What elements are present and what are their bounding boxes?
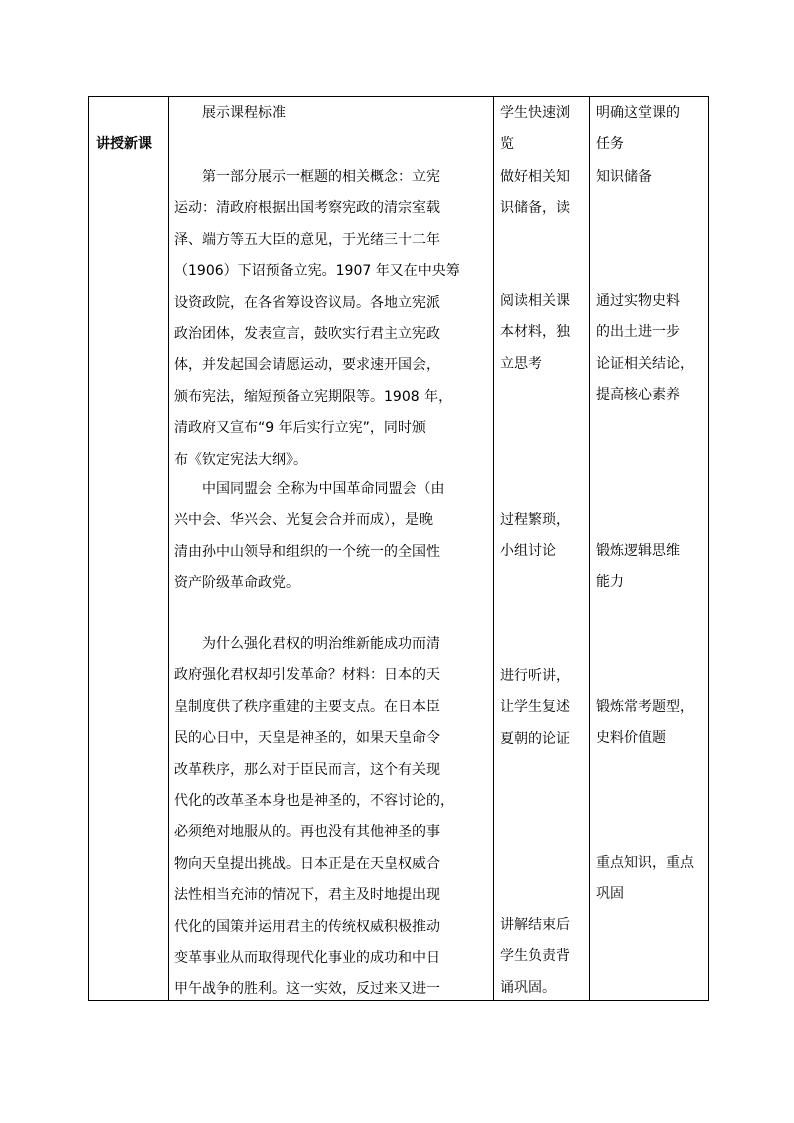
content-line: 布《钦定宪法大纲》。 bbox=[174, 451, 307, 468]
student-activity-line: 做好相关知 bbox=[500, 169, 570, 185]
section-label-cell bbox=[89, 97, 169, 1001]
student-activity-line: 学生负责背 bbox=[500, 948, 570, 965]
student-activity-line: 阅读相关课 bbox=[500, 293, 570, 309]
student-activity-line: 诵巩固。 bbox=[500, 979, 556, 996]
student-activity-line: 夏朝的论证 bbox=[500, 730, 570, 747]
purpose-line: 锻炼逻辑思维 bbox=[596, 543, 680, 559]
content-line: 法性相当充沛的情况下，君主及时地提出现 bbox=[174, 887, 440, 904]
content-line: 代化的改革圣本身也是神圣的，不容讨论的， bbox=[174, 793, 454, 809]
content-line: （1906）下诏预备立宪。1907 年又在中央筹 bbox=[174, 263, 460, 280]
student-activity-line: 本材料，独 bbox=[500, 324, 570, 341]
content-cell bbox=[169, 97, 494, 1001]
content-line: 甲午战争的胜利。这一实效，反过来又进一 bbox=[174, 981, 440, 998]
content-line: 必须绝对地服从的。再也没有其他神圣的事 bbox=[174, 824, 440, 841]
content-line: 体，并发起国会请愿运动，要求速开国会， bbox=[174, 357, 440, 374]
content-line: 运动：清政府根据出国考察宪政的清宗室载 bbox=[174, 200, 440, 217]
content-line: 颁布宪法，缩短预备立宪期限等。1908 年， bbox=[174, 388, 453, 405]
content-line: 改革秩序，那么对于臣民而言，这个有关现 bbox=[174, 761, 440, 778]
purpose-line: 能力 bbox=[596, 574, 624, 591]
content-line: 中国同盟会 全称为中国革命同盟会（由 bbox=[202, 481, 445, 497]
student-activity-line: 小组讨论 bbox=[500, 543, 556, 560]
purpose-line: 巩固 bbox=[596, 886, 624, 903]
content-line: 资产阶级革命政党。 bbox=[174, 575, 300, 592]
content-line: 民的心日中，天皇是神圣的，如果天皇命令 bbox=[174, 730, 440, 747]
purpose-line: 史料价值题 bbox=[596, 730, 666, 747]
content-line: 第一部分展示一框题的相关概念：立宪 bbox=[202, 169, 440, 185]
purpose-line: 提高核心素养 bbox=[596, 387, 680, 404]
content-line: 物向天皇提出挑战。日本正是在天皇权威合 bbox=[174, 855, 440, 872]
content-line: 政府强化君权却引发革命？材料：日本的天 bbox=[174, 667, 440, 684]
student-activity-line: 识储备，读 bbox=[500, 200, 570, 217]
student-activity-line: 进行听讲， bbox=[500, 668, 570, 684]
content-line: 设资政院，在各省筹设咨议局。各地立宪派 bbox=[174, 294, 440, 311]
student-activity-line: 立思考 bbox=[500, 355, 542, 372]
content-line: 皇制度供了秩序重建的主要支点。在日本臣 bbox=[174, 698, 440, 715]
section-label: 讲授新课 bbox=[96, 136, 152, 152]
purpose-line: 任务 bbox=[596, 136, 624, 153]
purpose-line: 知识储备 bbox=[596, 169, 652, 185]
student-activity-line: 讲解结束后 bbox=[500, 917, 570, 933]
student-activity-line: 让学生复述 bbox=[500, 699, 570, 716]
purpose-line: 论证相关结论， bbox=[596, 355, 694, 372]
purpose-line: 重点知识，重点 bbox=[596, 855, 694, 871]
content-line: 清政府又宣布“9 年后实行立宪”，同时颁 bbox=[174, 420, 426, 437]
student-activity-line: 览 bbox=[500, 136, 514, 153]
table-row bbox=[89, 97, 709, 1001]
content-header: 展示课程标准 bbox=[202, 105, 286, 121]
student-activity-cell bbox=[494, 97, 590, 1001]
student-activity-line: 过程繁琐， bbox=[500, 512, 570, 528]
purpose-line: 通过实物史料 bbox=[596, 293, 680, 309]
content-line: 变革事业从而取得现代化事业的成功和中日 bbox=[174, 950, 440, 966]
content-line: 清由孙中山领导和组织的一个统一的全国性 bbox=[174, 543, 440, 560]
content-line: 代化的国策并运用君主的传统权威积极推动 bbox=[174, 918, 440, 935]
lesson-table bbox=[88, 96, 709, 1001]
content-line: 兴中会、华兴会、光复会合并而成），是晚 bbox=[174, 512, 433, 529]
purpose-line: 明确这堂课的 bbox=[596, 105, 680, 121]
content-line: 泽、端方等五大臣的意见，于光绪三十二年 bbox=[174, 231, 440, 248]
purpose-line: 的出土进一步 bbox=[596, 324, 680, 341]
purpose-cell bbox=[590, 97, 709, 1001]
content-line: 为什么强化君权的明治维新能成功而清 bbox=[202, 636, 440, 652]
student-activity-line: 学生快速浏 bbox=[500, 105, 570, 121]
content-line: 政治团体，发表宣言，鼓吹实行君主立宪政 bbox=[174, 326, 440, 342]
purpose-line: 锻炼常考题型， bbox=[596, 699, 694, 715]
